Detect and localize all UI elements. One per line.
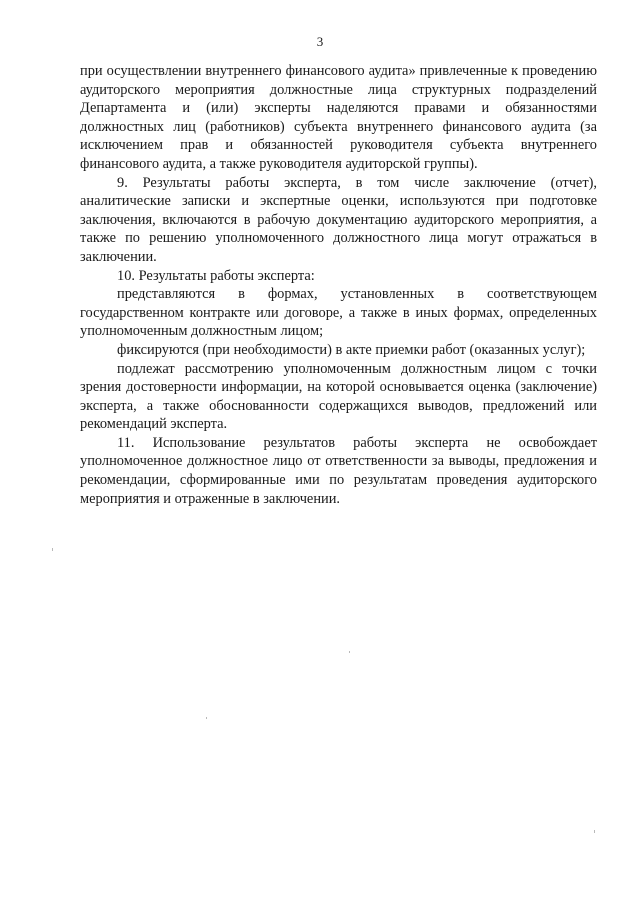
scan-speck	[206, 717, 207, 719]
document-body	[80, 62, 597, 508]
paragraph-10-item-3: подлежат рассмотрению уполномоченным должностным лицом с точки зрения достоверности информации, на которой основывается оценка (заключение) эксперта, а также обоснованности содержащихся выводов, предложений или рекомендаций эксперта.	[80, 360, 597, 433]
paragraph-10-item-2: фиксируются (при необходимости) в акте приемки работ (оказанных услуг);	[117, 341, 586, 358]
scan-speck	[594, 830, 595, 833]
paragraph-11: 11. Использование результатов работы эксперта не освобождает уполномоченное должностное лицо от ответственности за выводы, предложения и рекомендации, сформированные ими по результатам проведения аудиторского мероприятия и отраженные в заключении.	[80, 434, 597, 507]
scan-speck	[52, 548, 53, 551]
paragraph-9: 9. Результаты работы эксперта, в том числе заключение (отчет), аналитические записки и экспертные оценки, используются при подготовке заключения, включаются в рабочую документацию аудиторского мероприятия, а также по решению уполномоченного должностного лица могут отражаться в заключении.	[80, 174, 597, 265]
paragraph-10: 10. Результаты работы эксперта:	[117, 267, 315, 284]
scan-speck	[349, 651, 350, 653]
page-number: 3	[316, 34, 324, 49]
paragraph-continuation: при осуществлении внутреннего финансового аудита» привлеченные к проведению аудиторского мероприятия должностные лица структурных подразделений Департамента и (или) эксперты наделяются правами и обязанностями должностных лиц (работников) субъекта внутреннего финансового аудита (за исключением прав и обязанностей руководителя субъекта внутреннего финансового аудита, а также руководителя аудиторской группы).	[80, 63, 597, 172]
paragraph-10-item-1: представляются в формах, установленных в соответствующем государственном контракте или договоре, а также в иных формах, определенных уполномоченным должностным лицом;	[80, 286, 597, 340]
